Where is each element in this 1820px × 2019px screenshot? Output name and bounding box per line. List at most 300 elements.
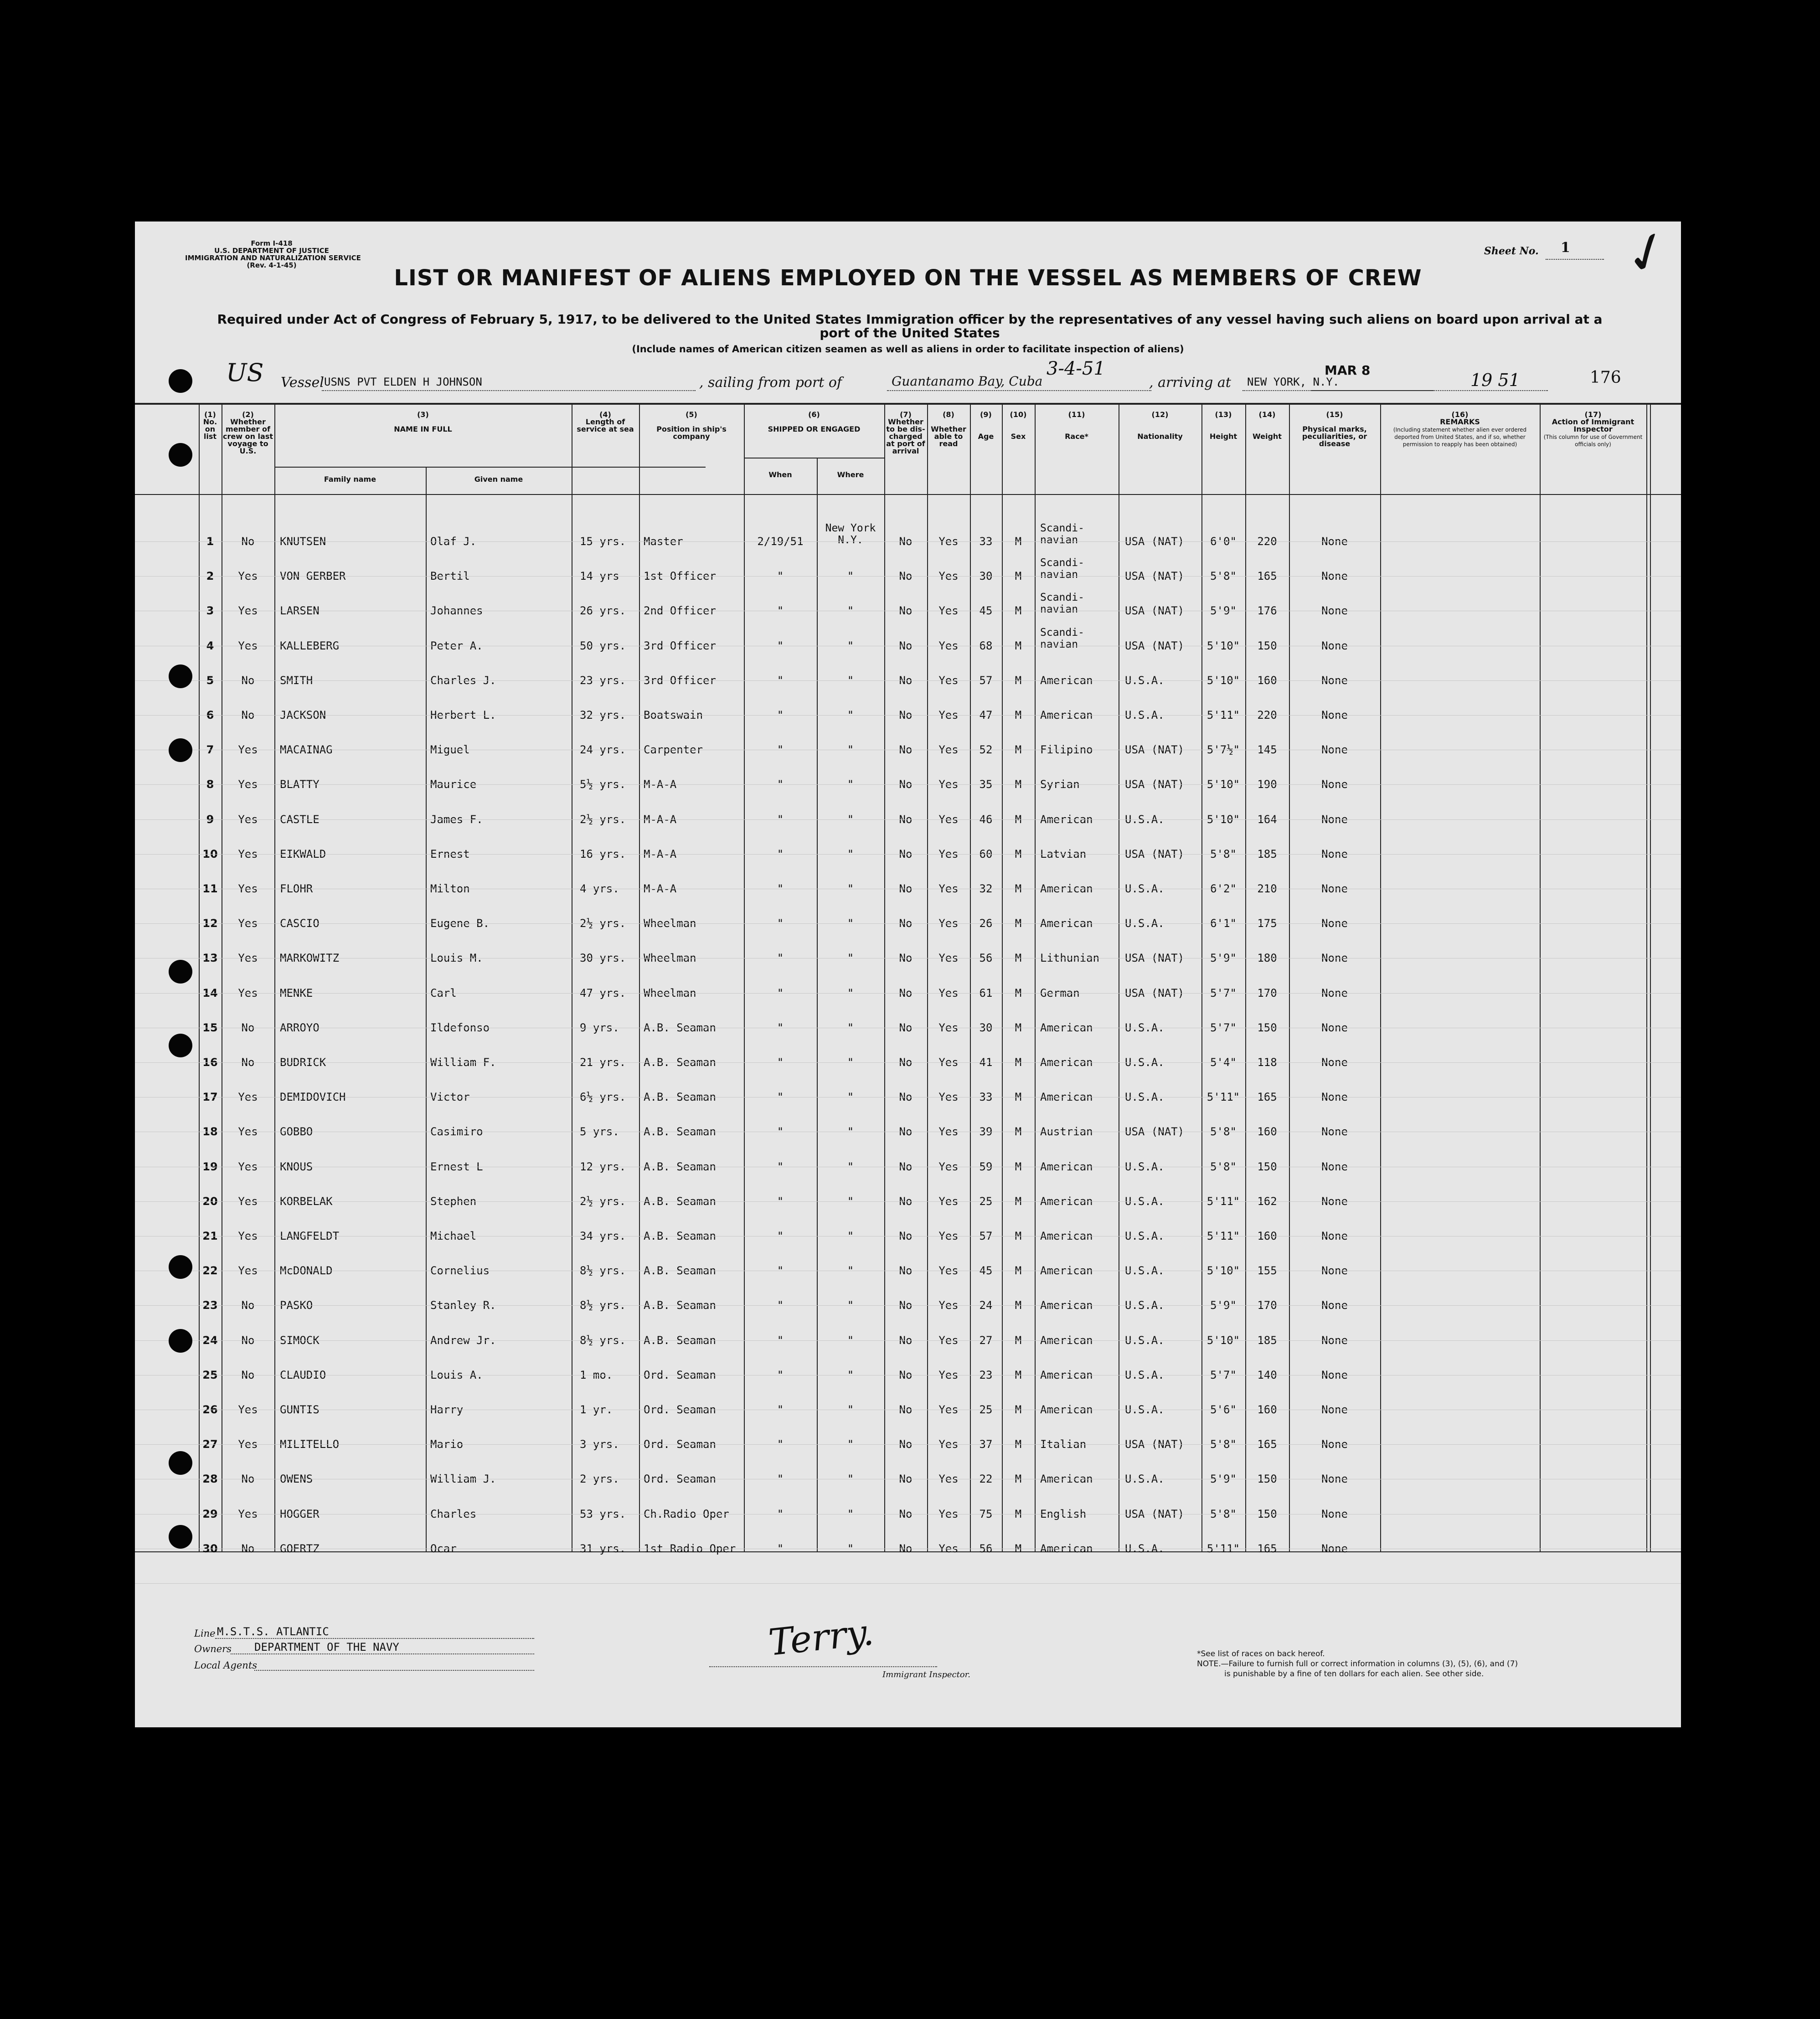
cell-nationality: USA (NAT)	[1125, 1508, 1185, 1520]
cell-race: Scandi-navian	[1040, 522, 1084, 546]
cell-when: "	[777, 1125, 784, 1138]
cell-age: 57	[979, 1230, 993, 1242]
cell-no: 29	[202, 1508, 218, 1520]
inspector-signature: Terry.	[766, 1611, 876, 1664]
cell-no: 16	[202, 1056, 218, 1069]
cell-age: 60	[979, 848, 993, 860]
form-revision: (Rev. 4-1-45)	[247, 261, 297, 269]
cell-weight: 185	[1257, 848, 1277, 860]
cell-read: Yes	[938, 987, 959, 999]
cell-discharged: No	[899, 1021, 913, 1034]
col10-number: (10)	[1010, 410, 1027, 419]
cell-position: A.B. Seaman	[644, 1299, 716, 1312]
vessel-label: Vessel	[281, 375, 324, 391]
cell-no: 21	[202, 1230, 218, 1242]
when-header: When	[768, 470, 792, 479]
ruled-line	[135, 923, 1681, 924]
cell-no: 22	[202, 1264, 218, 1277]
cell-when: "	[777, 639, 784, 652]
cell-when: "	[777, 1230, 784, 1242]
header-bottom-border	[135, 494, 1681, 495]
cell-no: 3	[206, 604, 214, 617]
cell-marks: None	[1321, 1264, 1348, 1277]
cell-where: "	[847, 882, 854, 895]
punch-hole	[169, 1034, 192, 1057]
col1-header	[199, 411, 222, 440]
cell-family: CASCIO	[280, 917, 320, 930]
ruled-line	[135, 1201, 1681, 1202]
cell-weight: 210	[1257, 882, 1277, 895]
cell-when: "	[777, 1160, 784, 1173]
cell-read: Yes	[938, 1334, 959, 1347]
col-divider	[1035, 403, 1036, 1551]
cell-sex: M	[1015, 1230, 1022, 1242]
cell-race: American	[1040, 917, 1093, 930]
col12-label: Nationality	[1137, 432, 1183, 441]
cell-given: Michael	[430, 1230, 477, 1242]
cell-race: Austrian	[1040, 1125, 1093, 1138]
cell-last: Yes	[238, 848, 258, 860]
cell-no: 24	[202, 1334, 218, 1347]
cell-sex: M	[1015, 952, 1022, 964]
cell-service: 8½ yrs.	[580, 1264, 626, 1277]
cell-family: KNUTSEN	[280, 535, 326, 548]
cell-position: M-A-A	[644, 848, 677, 860]
cell-when: "	[777, 987, 784, 999]
col13-label: Height	[1209, 432, 1237, 441]
punch-hole	[169, 738, 192, 762]
cell-height: 5'8"	[1210, 1125, 1237, 1138]
cell-nationality: USA (NAT)	[1125, 604, 1185, 617]
cell-family: DEMIDOVICH	[280, 1091, 346, 1103]
cell-family: CLAUDIO	[280, 1369, 326, 1381]
requirement-statement: Required under Act of Congress of February 5, 1917, to be delivered to the United States Immigration officer by the representatives of any vessel having such aliens on board upon arrival at a port of the United States	[217, 312, 1603, 340]
cell-height: 5'10"	[1206, 674, 1240, 687]
punch-hole	[169, 1329, 192, 1353]
cell-when: "	[777, 917, 784, 930]
cell-nationality: U.S.A.	[1125, 1021, 1165, 1034]
cell-last: No	[241, 1369, 255, 1381]
col14-number: (14)	[1258, 410, 1276, 419]
cell-sex: M	[1015, 1021, 1022, 1034]
cell-age: 25	[979, 1403, 993, 1416]
ruled-line	[135, 1340, 1681, 1341]
cell-read: Yes	[938, 1473, 959, 1485]
cell-when: "	[777, 604, 784, 617]
cell-marks: None	[1321, 1021, 1348, 1034]
cell-sex: M	[1015, 709, 1022, 721]
cell-height: 5'8"	[1210, 570, 1237, 582]
cell-position: Boatswain	[644, 709, 703, 721]
cell-read: Yes	[938, 604, 959, 617]
col3-label: NAME IN FULL	[394, 425, 452, 433]
cell-read: Yes	[938, 1299, 959, 1312]
cell-age: 26	[979, 917, 993, 930]
cell-position: Ord. Seaman	[644, 1369, 716, 1381]
cell-age: 52	[979, 743, 993, 756]
cell-given: Mario	[430, 1438, 464, 1451]
cell-discharged: No	[899, 1473, 913, 1485]
cell-when: "	[777, 1299, 784, 1312]
cell-age: 25	[979, 1195, 993, 1208]
col16-number: (16)	[1451, 410, 1469, 419]
col2-label: Whether member of crew on last voyage to U.S.	[223, 417, 273, 455]
cell-marks: None	[1321, 987, 1348, 999]
cell-marks: None	[1321, 743, 1348, 756]
cell-race: German	[1040, 987, 1080, 999]
cell-when: "	[777, 1438, 784, 1451]
cell-nationality: USA (NAT)	[1125, 639, 1185, 652]
cell-height: 5'9"	[1210, 952, 1237, 964]
cell-last: Yes	[238, 1091, 258, 1103]
ruled-line	[135, 1062, 1681, 1063]
cell-read: Yes	[938, 1508, 959, 1520]
cell-where: "	[847, 709, 854, 721]
punch-hole	[169, 369, 192, 393]
cell-nationality: U.S.A.	[1125, 1542, 1165, 1555]
cell-given: Bertil	[430, 570, 470, 582]
cell-where: "	[847, 1403, 854, 1416]
cell-nationality: USA (NAT)	[1125, 848, 1185, 860]
cell-where: "	[847, 848, 854, 860]
cell-age: 39	[979, 1125, 993, 1138]
cell-sex: M	[1015, 882, 1022, 895]
cell-no: 30	[202, 1542, 218, 1555]
cell-position: A.B. Seaman	[644, 1264, 716, 1277]
col15-number: (15)	[1326, 410, 1343, 419]
cell-service: 8½ yrs.	[580, 1299, 626, 1312]
cell-height: 5'9"	[1210, 1473, 1237, 1485]
cell-nationality: USA (NAT)	[1125, 1438, 1185, 1451]
cell-height: 5'10"	[1206, 778, 1240, 791]
cell-nationality: U.S.A.	[1125, 1473, 1165, 1485]
cell-race: American	[1040, 709, 1093, 721]
ruled-line	[135, 715, 1681, 716]
cell-race: Syrian	[1040, 778, 1080, 791]
cell-when: "	[777, 1542, 784, 1555]
cell-marks: None	[1321, 1091, 1348, 1103]
cell-family: SIMOCK	[280, 1334, 320, 1347]
cell-sex: M	[1015, 987, 1022, 999]
cell-where: "	[847, 674, 854, 687]
cell-last: Yes	[238, 1125, 258, 1138]
cell-age: 45	[979, 604, 993, 617]
cell-no: 19	[202, 1160, 218, 1173]
col17-number: (17)	[1584, 410, 1602, 419]
cell-service: 24 yrs.	[580, 743, 626, 756]
cell-family: KNOUS	[280, 1160, 313, 1173]
cell-given: Cornelius	[430, 1264, 490, 1277]
cell-race: Italian	[1040, 1438, 1087, 1451]
local-agents-underline	[254, 1670, 534, 1671]
col7-label: Whether to be dis-charged at port of arrival	[886, 417, 925, 455]
cell-given: Herbert L.	[430, 709, 496, 721]
cell-where: "	[847, 1125, 854, 1138]
cell-weight: 118	[1257, 1056, 1277, 1069]
cell-nationality: U.S.A.	[1125, 709, 1165, 721]
cell-discharged: No	[899, 1230, 913, 1242]
cell-no: 26	[202, 1403, 218, 1416]
cell-marks: None	[1321, 1369, 1348, 1381]
cell-nationality: U.S.A.	[1125, 1403, 1165, 1416]
col1-label: No. on list	[203, 417, 217, 441]
cell-last: Yes	[238, 952, 258, 964]
cell-position: Ord. Seaman	[644, 1438, 716, 1451]
cell-marks: None	[1321, 570, 1348, 582]
ruled-line	[135, 1305, 1681, 1306]
cell-nationality: U.S.A.	[1125, 1056, 1165, 1069]
cell-family: SMITH	[280, 674, 313, 687]
sheet-number-label: Sheet No.	[1484, 245, 1539, 257]
cell-where: "	[847, 1230, 854, 1242]
year: 19 51	[1470, 370, 1520, 390]
cell-service: 1 yr.	[580, 1403, 613, 1416]
cell-height: 5'10"	[1206, 1264, 1240, 1277]
cell-position: A.B. Seaman	[644, 1230, 716, 1242]
cell-family: EIKWALD	[280, 848, 326, 860]
cell-last: Yes	[238, 882, 258, 895]
col4-label: Length of service at sea	[577, 417, 634, 433]
cell-nationality: USA (NAT)	[1125, 1125, 1185, 1138]
cell-discharged: No	[899, 535, 913, 548]
cell-race: American	[1040, 882, 1093, 895]
cell-height: 6'1"	[1210, 917, 1237, 930]
cell-family: FLOHR	[280, 882, 313, 895]
cell-family: MARKOWITZ	[280, 952, 340, 964]
cell-race: American	[1040, 1091, 1093, 1103]
cell-height: 5'8"	[1210, 1508, 1237, 1520]
ruled-line	[135, 576, 1681, 577]
col11-number: (11)	[1068, 410, 1085, 419]
cell-age: 59	[979, 1160, 993, 1173]
inspector-label: Immigrant Inspector.	[882, 1670, 971, 1679]
cell-given: Peter A.	[430, 639, 483, 652]
col3-header	[274, 411, 572, 433]
cell-when: "	[777, 709, 784, 721]
cell-nationality: USA (NAT)	[1125, 743, 1185, 756]
cell-given: Victor	[430, 1091, 470, 1103]
cell-read: Yes	[938, 743, 959, 756]
cell-last: Yes	[238, 1160, 258, 1173]
cell-position: A.B. Seaman	[644, 1091, 716, 1103]
service-name: IMMIGRATION AND NATURALIZATION SERVICE	[185, 254, 361, 262]
form-number: Form I-418	[251, 239, 293, 247]
cell-weight: 145	[1257, 743, 1277, 756]
family-name-header: Family name	[324, 475, 376, 484]
cell-height: 5'11"	[1206, 709, 1240, 721]
cell-sex: M	[1015, 604, 1022, 617]
punch-hole	[169, 960, 192, 984]
cell-weight: 160	[1257, 1230, 1277, 1242]
cell-sex: M	[1015, 1334, 1022, 1347]
cell-given: Andrew Jr.	[430, 1334, 496, 1347]
cell-where: "	[847, 743, 854, 756]
cell-last: Yes	[238, 1508, 258, 1520]
cell-where: "	[847, 1264, 854, 1277]
cell-no: 28	[202, 1473, 218, 1485]
sheet-number: 1	[1561, 240, 1570, 256]
col-divider	[1650, 403, 1651, 1551]
cell-sex: M	[1015, 1091, 1022, 1103]
ruled-line	[135, 784, 1681, 785]
cell-when: "	[777, 1473, 784, 1485]
cell-sex: M	[1015, 848, 1022, 860]
cell-last: Yes	[238, 778, 258, 791]
cell-service: 14 yrs	[580, 570, 619, 582]
cell-sex: M	[1015, 1508, 1022, 1520]
cell-sex: M	[1015, 1438, 1022, 1451]
cell-when: "	[777, 848, 784, 860]
cell-race: American	[1040, 1021, 1093, 1034]
cell-height: 5'6"	[1210, 1403, 1237, 1416]
cell-sex: M	[1015, 1369, 1022, 1381]
cell-nationality: U.S.A.	[1125, 1264, 1165, 1277]
cell-read: Yes	[938, 813, 959, 826]
col7-header	[884, 411, 927, 455]
cell-position: A.B. Seaman	[644, 1160, 716, 1173]
cell-nationality: U.S.A.	[1125, 882, 1165, 895]
cell-last: No	[241, 535, 255, 548]
cell-last: No	[241, 674, 255, 687]
cell-last: Yes	[238, 570, 258, 582]
cell-race: American	[1040, 1160, 1093, 1173]
cell-last: No	[241, 1021, 255, 1034]
cell-given: Charles	[430, 1508, 477, 1520]
cell-given: James F.	[430, 813, 483, 826]
cell-service: 15 yrs.	[580, 535, 626, 548]
cell-when: "	[777, 743, 784, 756]
vessel-name-line	[322, 390, 696, 391]
cell-weight: 140	[1257, 1369, 1277, 1381]
cell-marks: None	[1321, 1508, 1348, 1520]
cell-last: Yes	[238, 639, 258, 652]
punch-hole	[169, 1451, 192, 1475]
col6-label: SHIPPED OR ENGAGED	[768, 425, 861, 433]
cell-race: Scandi-navian	[1040, 557, 1084, 581]
cell-marks: None	[1321, 778, 1348, 791]
cell-age: 30	[979, 570, 993, 582]
cell-height: 5'4"	[1210, 1056, 1237, 1069]
cell-where: "	[847, 1473, 854, 1485]
table-top-border-inner	[135, 404, 1681, 405]
cell-position: 3rd Officer	[644, 674, 716, 687]
cell-when: "	[777, 1403, 784, 1416]
cell-service: 12 yrs.	[580, 1160, 626, 1173]
cell-position: 1st Radio Oper	[644, 1542, 736, 1555]
cell-nationality: U.S.A.	[1125, 917, 1165, 930]
cell-when: "	[777, 882, 784, 895]
check-mark: ✓	[1615, 215, 1680, 291]
cell-where: New York N.Y.	[825, 522, 876, 546]
cell-given: Harry	[430, 1403, 464, 1416]
cell-no: 27	[202, 1438, 218, 1451]
cell-position: M-A-A	[644, 882, 677, 895]
where-header: Where	[837, 470, 864, 479]
cell-marks: None	[1321, 813, 1348, 826]
cell-service: 3 yrs.	[580, 1438, 619, 1451]
cell-sex: M	[1015, 1403, 1022, 1416]
cell-service: 34 yrs.	[580, 1230, 626, 1242]
cell-where: "	[847, 1334, 854, 1347]
cell-weight: 160	[1257, 1125, 1277, 1138]
line-value: M.S.T.S. ATLANTIC	[217, 1625, 329, 1638]
cell-weight: 220	[1257, 709, 1277, 721]
col13-number: (13)	[1215, 410, 1232, 419]
cell-discharged: No	[899, 1403, 913, 1416]
cell-read: Yes	[938, 917, 959, 930]
cell-where: "	[847, 1195, 854, 1208]
cell-position: A.B. Seaman	[644, 1334, 716, 1347]
cell-when: "	[777, 1264, 784, 1277]
cell-service: 2 yrs.	[580, 1473, 619, 1485]
punch-hole	[169, 1255, 192, 1279]
cell-family: CASTLE	[280, 813, 320, 826]
cell-service: 26 yrs.	[580, 604, 626, 617]
cell-discharged: No	[899, 882, 913, 895]
cell-position: Master	[644, 535, 683, 548]
cell-read: Yes	[938, 1542, 959, 1555]
cell-position: Wheelman	[644, 952, 696, 964]
cell-age: 23	[979, 1369, 993, 1381]
cell-last: Yes	[238, 987, 258, 999]
cell-race: Scandi-navian	[1040, 592, 1084, 615]
cell-position: Ch.Radio Oper	[644, 1508, 729, 1520]
cell-service: 23 yrs.	[580, 674, 626, 687]
cell-read: Yes	[938, 709, 959, 721]
cell-no: 6	[206, 709, 214, 721]
cell-sex: M	[1015, 639, 1022, 652]
cell-discharged: No	[899, 1369, 913, 1381]
cell-family: HOGGER	[280, 1508, 320, 1520]
cell-family: OWENS	[280, 1473, 313, 1485]
cell-service: 5 yrs.	[580, 1125, 619, 1138]
cell-weight: 150	[1257, 1160, 1277, 1173]
cell-discharged: No	[899, 604, 913, 617]
cell-service: 4 yrs.	[580, 882, 619, 895]
col-divider	[426, 467, 427, 1551]
department-name: U.S. DEPARTMENT OF JUSTICE	[214, 247, 329, 255]
cell-service: 2½ yrs.	[580, 917, 626, 930]
cell-where: "	[847, 1542, 854, 1555]
col12-header	[1119, 411, 1201, 440]
cell-marks: None	[1321, 709, 1348, 721]
cell-given: Eugene B.	[430, 917, 490, 930]
cell-nationality: USA (NAT)	[1125, 570, 1185, 582]
cell-family: McDONALD	[280, 1264, 333, 1277]
cell-last: Yes	[238, 1195, 258, 1208]
cell-discharged: No	[899, 743, 913, 756]
cell-service: 47 yrs.	[580, 987, 626, 999]
cell-family: GOERTZ	[280, 1542, 320, 1555]
cell-marks: None	[1321, 1403, 1348, 1416]
cell-nationality: USA (NAT)	[1125, 987, 1185, 999]
col17-label: Action of Immigrant Inspector	[1552, 417, 1634, 433]
col-divider	[274, 403, 275, 1551]
cell-height: 6'0"	[1210, 535, 1237, 548]
cell-height: 5'8"	[1210, 1438, 1237, 1451]
cell-marks: None	[1321, 674, 1348, 687]
race-note: *See list of races on back hereof.	[1197, 1649, 1325, 1658]
cell-position: Carpenter	[644, 743, 703, 756]
cell-last: No	[241, 1542, 255, 1555]
cell-where: "	[847, 570, 854, 582]
cell-weight: 150	[1257, 639, 1277, 652]
cell-last: Yes	[238, 604, 258, 617]
cell-age: 24	[979, 1299, 993, 1312]
cell-nationality: U.S.A.	[1125, 1299, 1165, 1312]
cell-service: 16 yrs.	[580, 848, 626, 860]
cell-nationality: U.S.A.	[1125, 674, 1165, 687]
